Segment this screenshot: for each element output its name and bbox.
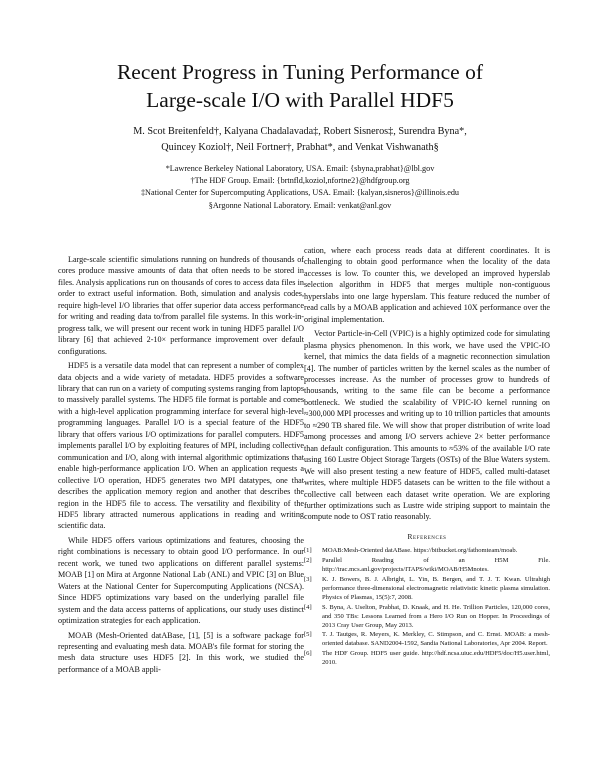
paper-title — [60, 58, 540, 114]
right-column — [304, 245, 550, 669]
title-line-1: Recent Progress in Tuning Performance of — [116, 60, 484, 84]
authors-line-2: Quincey Koziol†, Neil Fortner†, Prabhat*, and Venkat Vishwanath§ — [161, 142, 439, 153]
reference-item: [2] Parallel Reading of an H5M File. http://trac.mcs.anl.gov/projects/ITAPS/wiki/MOAB/H5Mnotes. — [304, 557, 550, 574]
reference-item: [1] MOAB:Mesh-Oriented datABase. https://bitbucket.org/fathomteam/moab. — [304, 547, 518, 555]
title-line-2: Large-scale I/O with Parallel HDF5 — [146, 88, 454, 112]
paragraph-tuning: While HDF5 offers various optimizations and features, choosing the right combinations is necessary to obtain good I/O performance. In our recent work, we tuned two applications on different parallel systems: MOAB [1] on Mira at Argonne National Lab (ANL) and VPIC [3] on Blue Waters at the National Center for Supercomputing Applications (NCSA). Since HDF5 optimizations vary based on the underlying parallel file system and the data access patterns of applications, our study uses distinct optimization strategies for each application. — [58, 535, 304, 626]
affiliation-hdf: †The HDF Group. Email: {brtnfld,koziol,nfortne2}@hdfgroup.org — [190, 176, 410, 186]
left-column — [58, 254, 304, 678]
author-list — [70, 124, 530, 156]
authors-line-1: M. Scot Breitenfeld†, Kalyana Chadalavada‡, Robert Sisneros‡, Surendra Byna*, — [133, 126, 467, 137]
paragraph-vpic: Vector Particle-in-Cell (VPIC) is a highly optimized code for simulating plasma physics phenomenon. In this work, we have used the VPIC-IO kernel, that mimics the data fields of a magnetic reconnection simulation [4]. The number of particles written by the kernel scales as the number of processes increase. As the number of processes grow to hundreds of thousands, writing to the same file can be become a performance bottleneck. We studied the scalability of VPIC-IO kernel running on ≈300,000 MPI processes and writing up to 10 trillion particles that amounts to ≈290 TB shared file. We will show that proper distribution of write load among processes and among I/O servers achieve 2× better performance than default configuration. This amounts to ≈53% of the available I/O rate using 160 Lustre Object Storage Targets (OSTs) of the Blue Waters system. We will also present testing a new feature of HDF5, called multi-dataset writes, where multiple HDF5 datasets can be written to the file without a collective call between each dataset write operation. We are exploring further optimizations such as Lustre wide striping support to maintain the compute node to OST ratio reasonably. — [304, 329, 550, 522]
reference-item: [4] S. Byna, A. Uselton, Prabhat, D. Knaak, and H. He. Trillion Particles, 120,000 cores, and 350 TBs: Lessons Learned from a Hero I/O Run on Hopper. In Proceedings of 2013 Cray User Group, May 2013. — [304, 603, 550, 629]
reference-item: [3] K. J. Bowers, B. J. Albright, L. Yin, B. Bergen, and T. J. T. Kwan. Ultrahigh performance three-dimensional electromagnetic relativistic kinetic plasma simulation. Physics of Plasmas, 15(5):7, 2008. — [304, 576, 550, 601]
paragraph-moab: MOAB (Mesh-Oriented datABase, [1], [5] is a software package for representing and evaluating mesh data. MOAB's file format for storing the mesh data structure uses HDF5 [2]. In this work, we studied the performance of a MOAB appli- — [58, 630, 304, 674]
reference-item: [5] T. J. Tautges, R. Meyers, K. Merkley, C. Stimpson, and C. Ernst. MOAB: a mesh-oriented database. SAND2004-1592, Sandia National Laboratories, Apr 2004. Report. — [304, 631, 550, 648]
paragraph-intro: Large-scale scientific simulations running on hundreds of thousands of cores produce massive amounts of data that often needs to be stored in files. Analysis applications run on thousands of cores to access data files in order to extract useful information. Both, simulation and analysis codes, require high-level I/O libraries that offer superior data access performance for writing and reading data to/from parallel file systems. In this work-in-progress talk, we will present our recent work in tuning HDF5 parallel I/O library [6] that achieved 2-10× performance improvement over default configurations. — [58, 255, 304, 356]
paragraph-hdf5: HDF5 is a versatile data model that can represent a number of complex data objects and a wide variety of metadata. HDF5 provides a software library that can run on a variety of computing systems ranging from laptops to massively parallel systems. The HDF5 file format is portable and comes with a high-level application programming interface for several high-level programming languages. Parallel I/O is a special feature of the HDF5 library that offers various I/O optimizations for parallel computers. HDF5 implements parallel I/O by exploiting features of MPI, including collective communication and I/O, along with internal algorithmic optimizations that enable high-performance application I/O. When an application requests a collective I/O operation, HDF5 generates two MPI datatypes, one that describes the application memory region and another that describes the region in the HDF5 file to access. The versatility and flexibility of the HDF5 library attracted numerous applications in reading and writing scientific data. — [58, 361, 304, 531]
references-heading: References — [407, 531, 447, 541]
affiliation-anl: §Argonne National Laboratory. Email: venkat@anl.gov — [208, 200, 392, 210]
affiliation-ncsa: ‡National Center for Supercomputing Applications, USA. Email: {kalyan,sisneros}@illinois.edu — [140, 188, 460, 198]
paragraph-moab-cont: cation, where each process reads data at different coordinates. It is challenging to obtain good performance when the locality of the data accesses is low. To counter this, we developed an improved hyperslab selection algorithm in HDF5 that merges multiple non-contiguous hyperslabs into one large hyperslam. This feature reduced the number of read calls by a MOAB application and achieved 10X performance over the original implementation. — [304, 246, 550, 324]
reference-item: [6] The HDF Group. HDF5 user guide. http://hdf.ncsa.uiuc.edu/HDF5/doc/H5.user.html, 2010. — [304, 650, 550, 667]
affiliation-lbl: *Lawrence Berkeley National Laboratory, USA. Email: {sbyna,prabhat}@lbl.gov — [165, 164, 435, 173]
reference-list — [304, 547, 550, 668]
affiliations — [70, 163, 530, 212]
